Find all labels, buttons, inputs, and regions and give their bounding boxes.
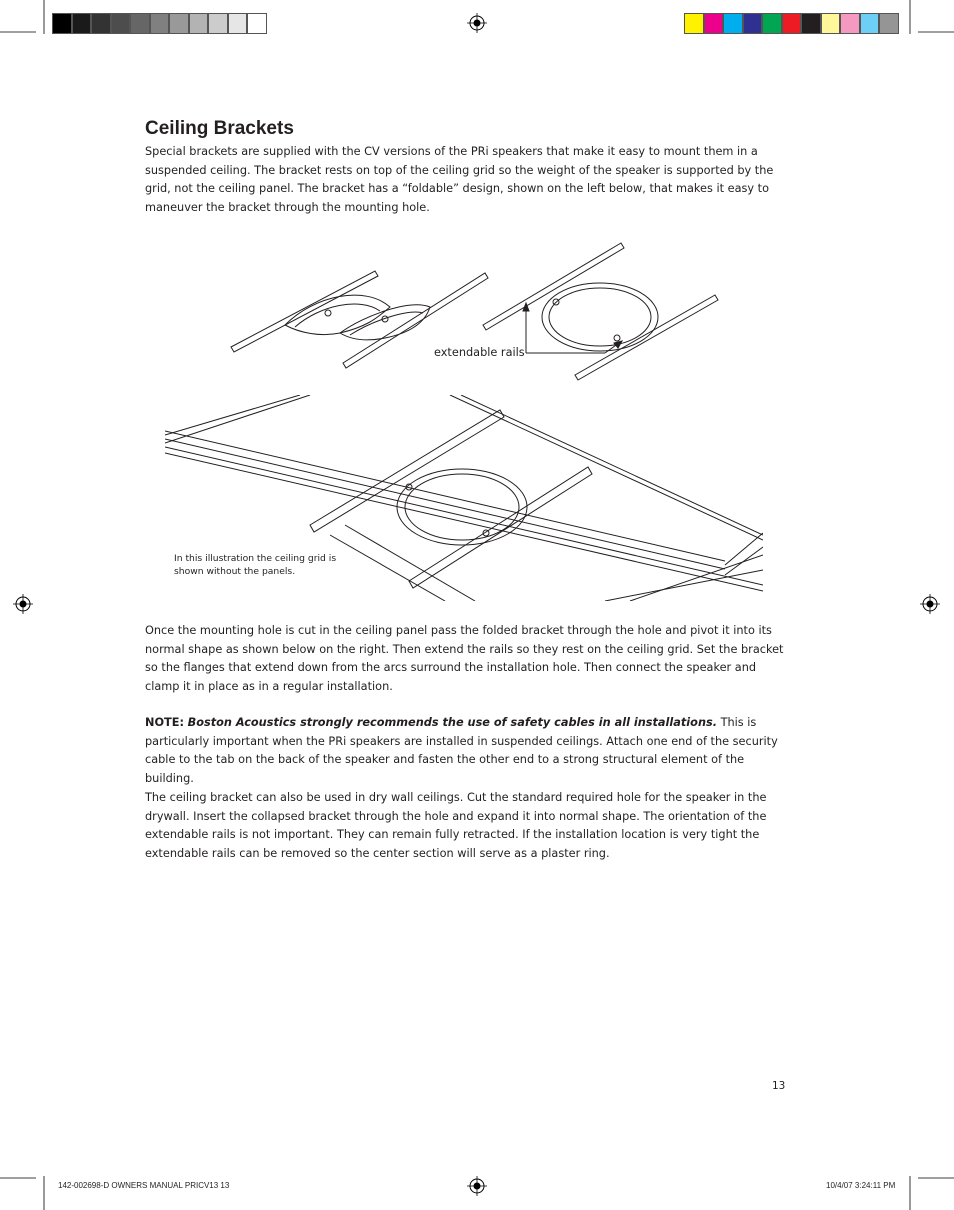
slug-timestamp: 10/4/07 3:24:11 PM	[826, 1181, 896, 1190]
process-color-swatch	[821, 13, 841, 34]
gray-swatch	[52, 13, 72, 34]
process-color-swatch	[704, 13, 724, 34]
bracket-illustration	[225, 235, 745, 385]
process-color-swatch	[860, 13, 880, 34]
slug-file-info: 142-002698-D OWNERS MANUAL PRICV13 13	[58, 1181, 230, 1190]
process-color-swatch	[879, 13, 899, 34]
process-color-swatch	[801, 13, 821, 34]
gray-swatch	[208, 13, 228, 34]
grayscale-color-bar	[52, 13, 267, 34]
registration-mark-right	[920, 594, 940, 614]
extendable-rails-label: extendable rails	[434, 346, 525, 359]
registration-mark-bottom	[467, 1176, 487, 1196]
gray-swatch	[72, 13, 92, 34]
gray-swatch	[247, 13, 267, 34]
process-color-bar	[684, 13, 899, 34]
gray-swatch	[130, 13, 150, 34]
gray-swatch	[189, 13, 209, 34]
grid-caption	[174, 552, 336, 578]
note-emphasis: Boston Acoustics strongly recommends the use of safety cables in all installations.	[187, 716, 718, 729]
drywall-paragraph: The ceiling bracket can also be used in dry wall ceilings. Cut the standard required hole for the speaker in the drywall. Insert the collapsed bracket through the hole and expand it into normal shape. The orientation of the extendable rails is not important. They can remain fully retracted. If the installation location is very tight the extendable rails can be removed so the center section will serve as a plaster ring.	[145, 791, 767, 860]
note-paragraph	[145, 714, 790, 788]
gray-swatch	[150, 13, 170, 34]
process-color-swatch	[723, 13, 743, 34]
process-color-swatch	[684, 13, 704, 34]
registration-mark-top	[467, 13, 487, 33]
gray-swatch	[228, 13, 248, 34]
process-color-swatch	[840, 13, 860, 34]
page-number: 13	[772, 1080, 786, 1092]
note-rest: This is particularly important when the PRi speakers are installed in suspended ceilings. Attach one end of the security cable to the tab on the back of the speaker and fasten the other end to a strong structural element of the building.	[145, 716, 778, 785]
page-title: Ceiling Brackets	[145, 118, 294, 139]
registration-mark-left	[13, 594, 33, 614]
process-color-swatch	[782, 13, 802, 34]
process-color-swatch	[762, 13, 782, 34]
caption-line-1: In this illustration the ceiling grid is	[174, 553, 337, 564]
intro-paragraph: Special brackets are supplied with the CV versions of the PRi speakers that make it easy to mount them in a suspended ceiling. The bracket rests on top of the ceiling grid so the weight of the speaker is supported by the grid, not the ceiling panel. The bracket has a “foldable” design, shown on the left below, that makes it easy to maneuver the bracket through the mounting hole.	[145, 145, 774, 214]
gray-swatch	[111, 13, 131, 34]
gray-swatch	[169, 13, 189, 34]
install-paragraph: Once the mounting hole is cut in the ceiling panel pass the folded bracket through the hole and pivot it into its normal shape as shown below on the right. Then extend the rails so they rest on the ceiling grid. Set the bracket so the flanges that extend down from the arcs surround the installation hole. Then connect the speaker and clamp it in place as in a regular installation.	[145, 624, 784, 693]
gray-swatch	[91, 13, 111, 34]
process-color-swatch	[743, 13, 763, 34]
caption-line-2: shown without the panels.	[174, 566, 296, 577]
note-label: NOTE:	[145, 716, 184, 729]
